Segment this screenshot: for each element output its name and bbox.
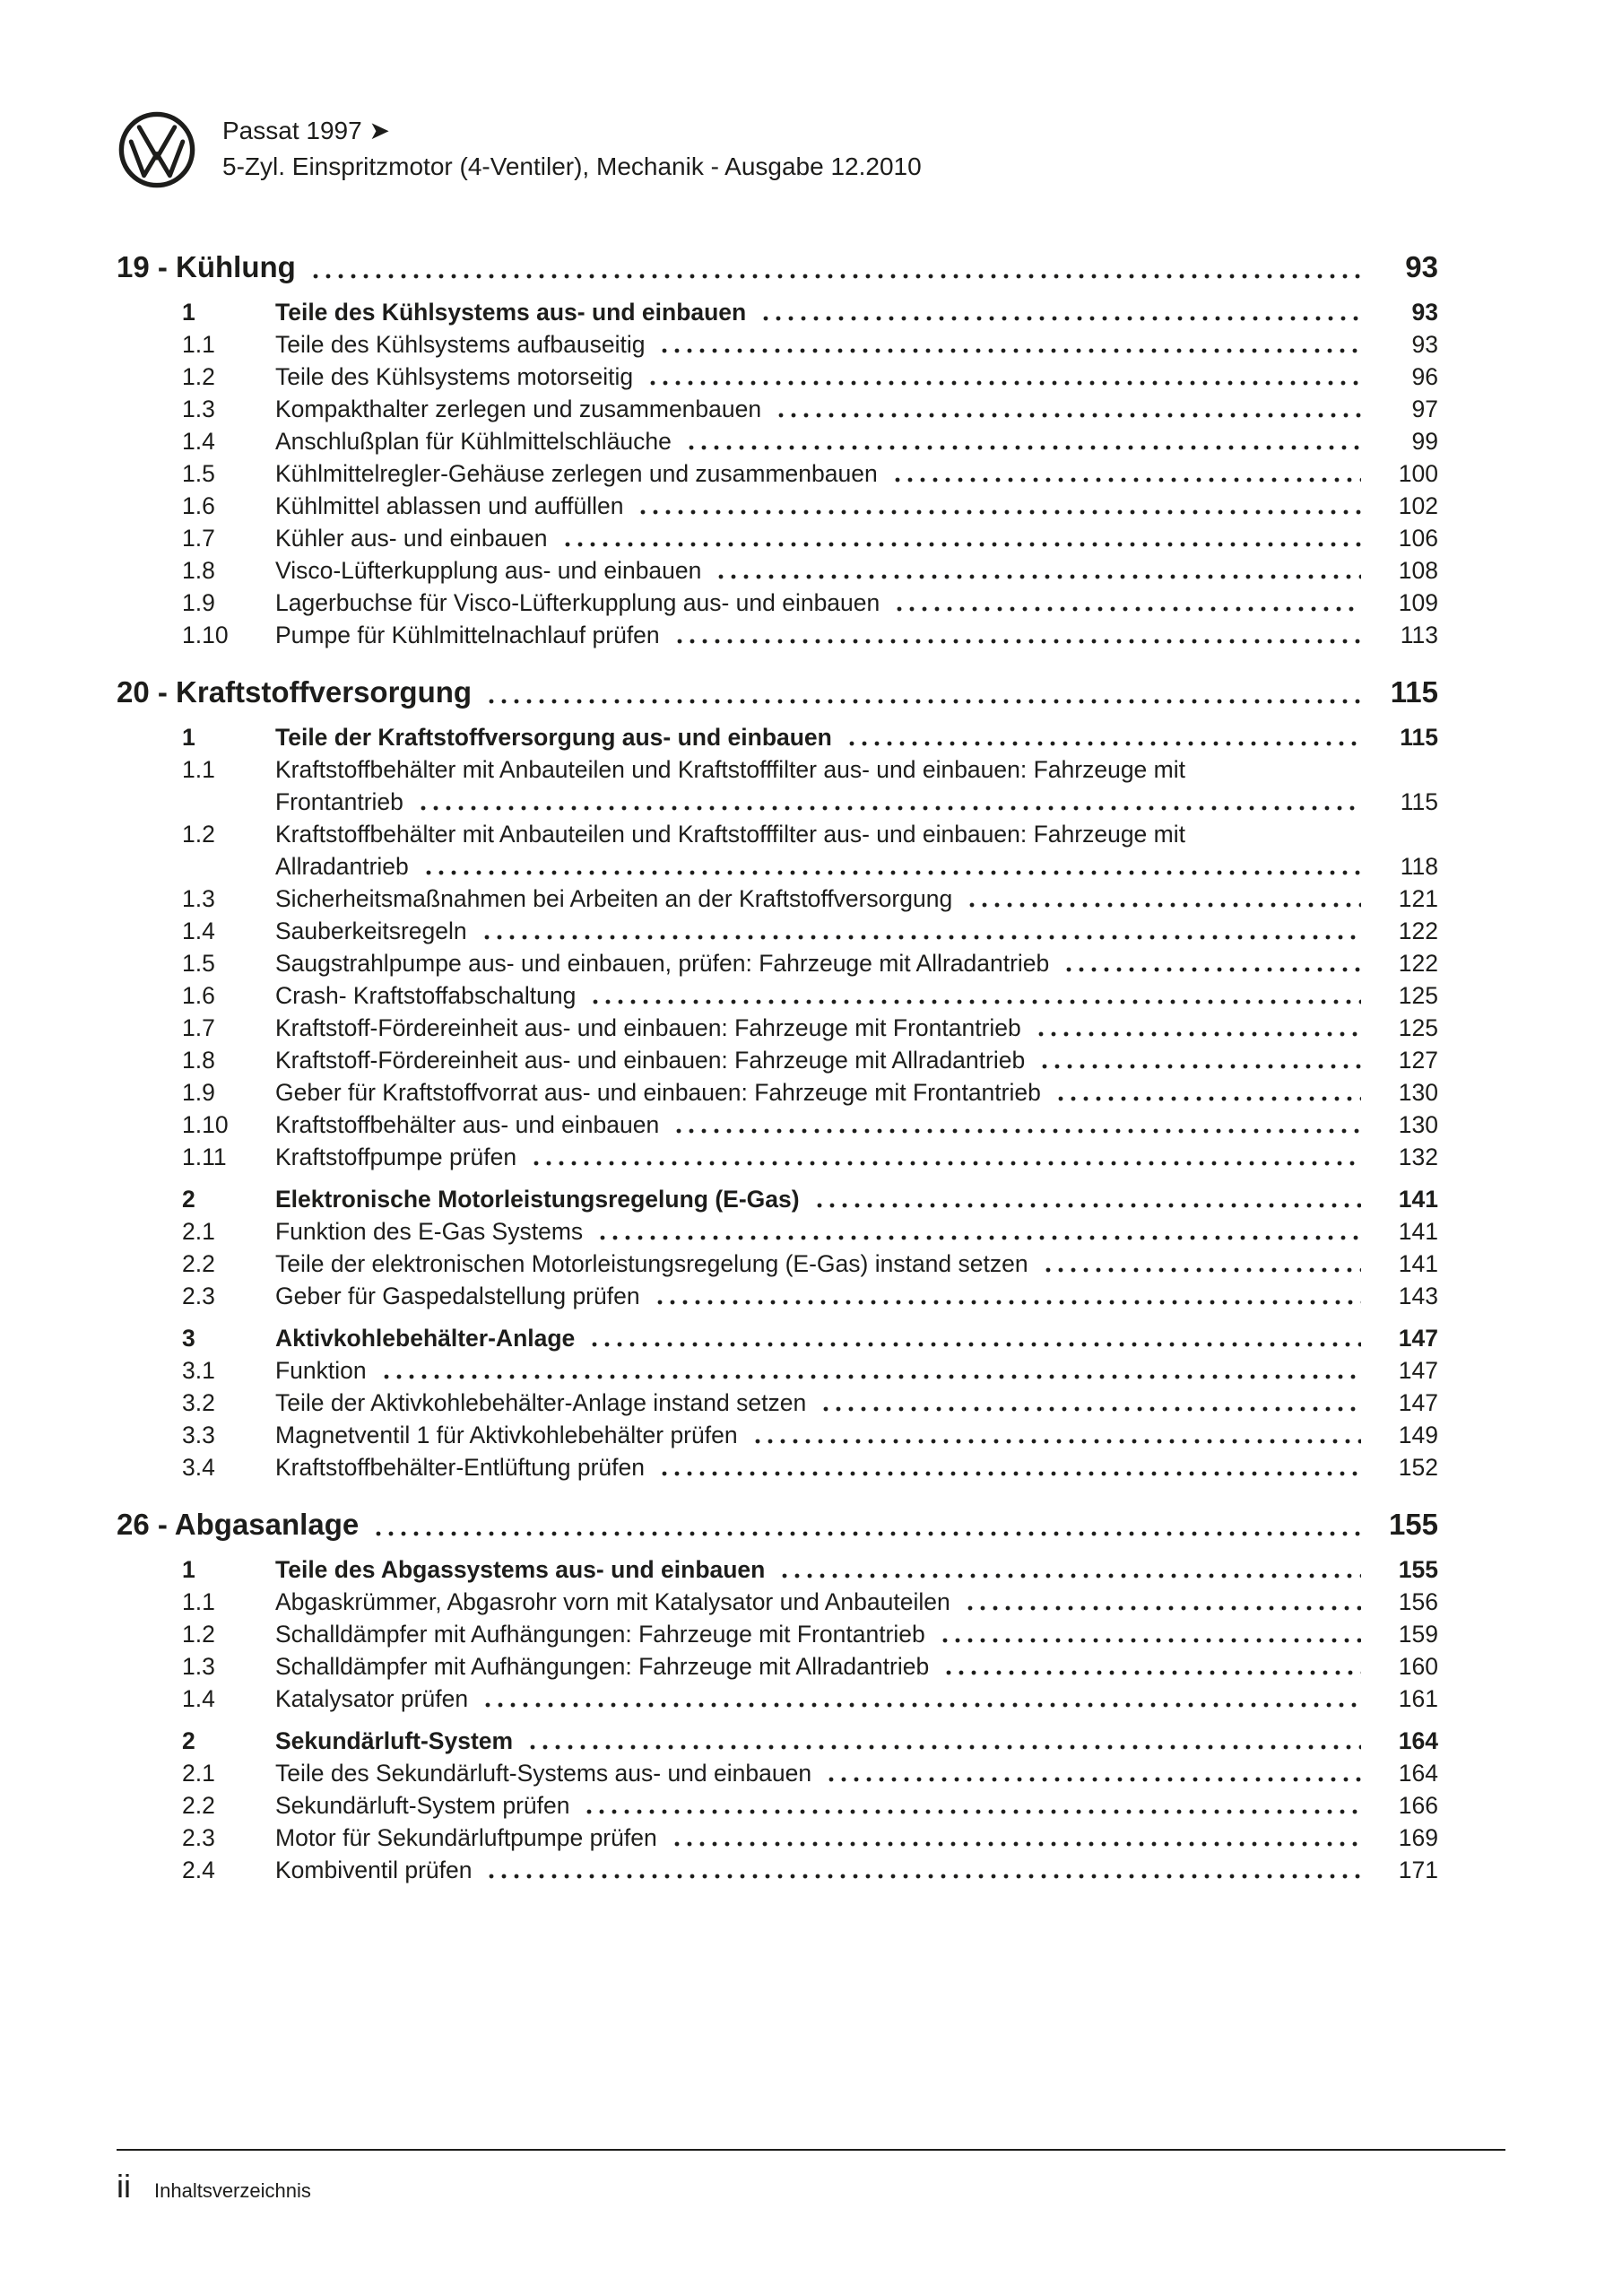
entry-title: Crash- Kraftstoffabschaltung — [275, 982, 577, 1009]
entry-number: 1.5 — [182, 950, 215, 977]
entry-title: Kraftstoff-Fördereinheit aus- und einbauen: Fahrzeuge mit Allradantrieb — [275, 1047, 1026, 1074]
toc-entry — [117, 1387, 1438, 1419]
dot-leader — [586, 1322, 1361, 1354]
entry-number: 1.3 — [182, 885, 215, 912]
entry-number: 1.7 — [182, 1014, 215, 1041]
toc-entry — [117, 947, 1438, 979]
entry-number: 1.4 — [182, 918, 215, 944]
entry-title: Aktivkohlebehälter-Anlage — [275, 1325, 576, 1352]
toc-entry — [117, 1215, 1438, 1248]
entry-page-number: 100 — [1398, 460, 1438, 487]
toc-entry — [117, 753, 1438, 818]
entry-number: 1.2 — [182, 1621, 215, 1648]
toc-entry — [117, 1076, 1438, 1109]
entry-number: 1.2 — [182, 363, 215, 390]
entry-page-number: 166 — [1398, 1792, 1438, 1819]
toc-entry — [117, 1451, 1438, 1483]
entry-page-number: 93 — [1411, 331, 1438, 358]
toc-entry — [117, 1618, 1438, 1650]
toc-entry — [117, 296, 1438, 328]
dot-leader — [483, 1854, 1361, 1886]
entry-title: Sekundärluft-System prüfen — [275, 1792, 570, 1819]
dot-leader — [483, 673, 1361, 711]
entry-title: Magnetventil 1 für Aktivkohlebehälter prüfen — [275, 1422, 738, 1448]
section-title: 20 - Kraftstoffversorgung — [117, 675, 473, 709]
entry-number: 1 — [182, 1556, 195, 1583]
toc-entry — [117, 1183, 1438, 1215]
dot-leader — [844, 721, 1361, 753]
toc-entry-line-1 — [117, 818, 1438, 850]
dot-leader — [421, 850, 1361, 883]
toc-section — [117, 673, 1438, 1483]
dot-leader — [1040, 1248, 1361, 1280]
entry-number: 1.1 — [182, 331, 215, 358]
entry-title: Kombiventil prüfen — [275, 1857, 473, 1883]
toc-entry — [117, 1044, 1438, 1076]
entry-page-number: 130 — [1398, 1079, 1438, 1106]
entry-page-number: 147 — [1398, 1357, 1438, 1384]
dot-leader — [773, 393, 1361, 425]
toc-entry — [117, 619, 1438, 651]
entry-title: Abgaskrümmer, Abgasrohr vorn mit Katalysator und Anbauteilen — [275, 1588, 950, 1615]
toc-entry-line-2 — [117, 786, 1438, 818]
toc-entry-line-2 — [117, 850, 1438, 883]
dot-leader — [758, 296, 1361, 328]
footer-page-number: ii — [117, 2168, 131, 2205]
dot-leader — [528, 1141, 1361, 1173]
toc-entry — [117, 1725, 1438, 1757]
entry-page-number: 97 — [1411, 396, 1438, 422]
entry-title: Sekundärluft-System — [275, 1727, 514, 1754]
entry-page-number: 115 — [1400, 788, 1438, 815]
entry-title: Funktion — [275, 1357, 367, 1384]
toc-entry — [117, 1586, 1438, 1618]
vw-logo-icon — [117, 109, 197, 190]
entry-page-number: 141 — [1398, 1250, 1438, 1277]
dot-leader — [370, 1505, 1361, 1544]
dot-leader — [891, 587, 1361, 619]
entry-page-number: 130 — [1398, 1111, 1438, 1138]
entry-title: Anschlußplan für Kühlmittelschläuche — [275, 428, 672, 455]
entry-page-number: 93 — [1411, 299, 1438, 326]
entry-title: Kühlmittel ablassen und auffüllen — [275, 492, 624, 519]
dot-leader — [750, 1419, 1361, 1451]
entry-title-continued: Allradantrieb — [275, 853, 409, 880]
entry-title: Geber für Gaspedalstellung prüfen — [275, 1283, 640, 1309]
dot-leader — [479, 915, 1361, 947]
entry-number: 1.4 — [182, 428, 215, 455]
toc-entry — [117, 1650, 1438, 1683]
entry-title: Teile des Kühlsystems aus- und einbauen — [275, 299, 747, 326]
toc-entry — [117, 1109, 1438, 1141]
entry-number: 2.1 — [182, 1218, 215, 1245]
entry-number: 3.2 — [182, 1389, 215, 1416]
entry-page-number: 96 — [1411, 363, 1438, 390]
entry-number: 1.7 — [182, 525, 215, 552]
toc-entry — [117, 361, 1438, 393]
entry-number: 1.4 — [182, 1685, 215, 1712]
subtitle-line: 5-Zyl. Einspritzmotor (4-Ventiler), Mechanik - Ausgabe 12.2010 — [222, 152, 922, 180]
entry-page-number: 155 — [1398, 1556, 1438, 1583]
entry-title: Katalysator prüfen — [275, 1685, 469, 1712]
entry-page-number: 132 — [1398, 1144, 1438, 1170]
dot-leader — [823, 1757, 1361, 1789]
page-footer — [117, 2149, 1505, 2205]
entry-page-number: 143 — [1398, 1283, 1438, 1309]
entry-number: 3.1 — [182, 1357, 215, 1384]
entry-page-number: 108 — [1398, 557, 1438, 584]
entry-number: 1.5 — [182, 460, 215, 487]
entry-number: 1.11 — [182, 1144, 227, 1170]
entry-page-number: 160 — [1398, 1653, 1438, 1680]
dot-leader — [308, 248, 1361, 286]
entry-title: Teile der Aktivkohlebehälter-Anlage instand setzen — [275, 1389, 807, 1416]
section-page-number: 93 — [1405, 250, 1438, 283]
entry-page-number: 102 — [1398, 492, 1438, 519]
entry-page-number: 156 — [1398, 1588, 1438, 1615]
entry-title: Elektronische Motorleistungsregelung (E-Gas) — [275, 1186, 800, 1213]
toc-entry — [117, 522, 1438, 554]
toc-entry — [117, 1822, 1438, 1854]
entry-number: 1.1 — [182, 756, 215, 783]
entry-number: 1.9 — [182, 589, 215, 616]
dot-leader — [652, 1280, 1361, 1312]
dot-leader — [594, 1215, 1361, 1248]
entry-number: 1.6 — [182, 982, 215, 1009]
dot-leader — [525, 1725, 1361, 1757]
dot-leader — [480, 1683, 1361, 1715]
footer-label: Inhaltsverzeichnis — [154, 2179, 311, 2202]
entry-number: 3 — [182, 1325, 195, 1352]
dot-leader — [656, 1451, 1361, 1483]
toc-entry — [117, 1012, 1438, 1044]
entry-number: 1 — [182, 299, 195, 326]
toc-entry — [117, 818, 1438, 883]
entry-title: Saugstrahlpumpe aus- und einbauen, prüfen: Fahrzeuge mit Allradantrieb — [275, 950, 1050, 977]
toc-entry — [117, 1419, 1438, 1451]
entry-title: Teile der Kraftstoffversorgung aus- und einbauen — [275, 724, 832, 751]
entry-title: Visco-Lüfterkupplung aus- und einbauen — [275, 557, 702, 584]
entry-title: Pumpe für Kühlmittelnachlauf prüfen — [275, 622, 660, 648]
entry-number: 1.8 — [182, 1047, 215, 1074]
page-header — [117, 109, 922, 190]
entry-number: 3.4 — [182, 1454, 215, 1481]
toc-entry-line-1 — [117, 753, 1438, 786]
entry-title: Kraftstoffpumpe prüfen — [275, 1144, 517, 1170]
entry-page-number: 152 — [1398, 1454, 1438, 1481]
entry-number: 2.3 — [182, 1824, 215, 1851]
header-text — [222, 109, 922, 185]
toc-entry — [117, 883, 1438, 915]
dot-leader — [964, 883, 1361, 915]
entry-number: 2.4 — [182, 1857, 215, 1883]
toc-entry — [117, 457, 1438, 490]
section-page-number: 115 — [1390, 675, 1438, 709]
toc-entry — [117, 425, 1438, 457]
entry-title: Sicherheitsmaßnahmen bei Arbeiten an der Kraftstoffversorgung — [275, 885, 953, 912]
entry-number: 1.10 — [182, 622, 229, 648]
dot-leader — [1033, 1012, 1361, 1044]
dot-leader — [378, 1354, 1361, 1387]
entry-page-number: 171 — [1398, 1857, 1438, 1883]
entry-number: 1 — [182, 724, 195, 751]
entry-page-number: 122 — [1398, 918, 1438, 944]
entry-page-number: 115 — [1400, 724, 1438, 751]
toc-entry — [117, 1553, 1438, 1586]
dot-leader — [776, 1553, 1361, 1586]
entry-title: Kühlmittelregler-Gehäuse zerlegen und zusammenbauen — [275, 460, 878, 487]
entry-page-number: 149 — [1398, 1422, 1438, 1448]
entry-title: Kraftstoffbehälter-Entlüftung prüfen — [275, 1454, 645, 1481]
model-line: Passat 1997 ➤ — [222, 117, 390, 144]
entry-title: Sauberkeitsregeln — [275, 918, 467, 944]
entry-title: Teile der elektronischen Motorleistungsregelung (E-Gas) instand setzen — [275, 1250, 1028, 1277]
entry-title: Kraftstoff-Fördereinheit aus- und einbauen: Fahrzeuge mit Frontantrieb — [275, 1014, 1021, 1041]
toc-entry — [117, 1683, 1438, 1715]
entry-title: Kraftstoffbehälter mit Anbauteilen und Kraftstofffilter aus- und einbauen: Fahrzeuge mit — [275, 756, 1185, 783]
entry-page-number: 141 — [1398, 1218, 1438, 1245]
entry-page-number: 147 — [1398, 1325, 1438, 1352]
entry-page-number: 164 — [1398, 1727, 1438, 1754]
entry-page-number: 125 — [1398, 982, 1438, 1009]
toc-entry — [117, 1789, 1438, 1822]
dot-leader — [889, 457, 1361, 490]
toc-entry — [117, 328, 1438, 361]
dot-leader — [713, 554, 1361, 587]
toc-entry — [117, 1322, 1438, 1354]
dot-leader — [818, 1387, 1361, 1419]
entry-title: Kraftstoffbehälter mit Anbauteilen und Kraftstofffilter aus- und einbauen: Fahrzeuge mit — [275, 821, 1185, 848]
entry-number: 1.8 — [182, 557, 215, 584]
toc-section-header — [117, 1505, 1438, 1544]
entry-number: 2 — [182, 1186, 195, 1213]
toc-section — [117, 248, 1438, 651]
toc-entry — [117, 393, 1438, 425]
entry-page-number: 121 — [1398, 885, 1438, 912]
toc-entry — [117, 1757, 1438, 1789]
entry-title: Lagerbuchse für Visco-Lüfterkupplung aus- und einbauen — [275, 589, 880, 616]
toc-entry — [117, 587, 1438, 619]
dot-leader — [635, 490, 1361, 522]
entry-page-number: 99 — [1411, 428, 1438, 455]
toc-entry — [117, 490, 1438, 522]
entry-title: Kraftstoffbehälter aus- und einbauen — [275, 1111, 660, 1138]
toc-section — [117, 1505, 1438, 1886]
entry-page-number: 125 — [1398, 1014, 1438, 1041]
entry-number: 2.2 — [182, 1792, 215, 1819]
entry-title: Geber für Kraftstoffvorrat aus- und einbauen: Fahrzeuge mit Frontantrieb — [275, 1079, 1041, 1106]
dot-leader — [672, 619, 1361, 651]
entry-number: 1.10 — [182, 1111, 229, 1138]
entry-title: Teile des Kühlsystems motorseitig — [275, 363, 634, 390]
entry-title: Kühler aus- und einbauen — [275, 525, 548, 552]
dot-leader — [587, 979, 1361, 1012]
dot-leader — [415, 786, 1361, 818]
dot-leader — [937, 1618, 1361, 1650]
toc-entry — [117, 721, 1438, 753]
dot-leader — [645, 361, 1361, 393]
entry-title: Motor für Sekundärluftpumpe prüfen — [275, 1824, 657, 1851]
toc-entry — [117, 979, 1438, 1012]
entry-page-number: 141 — [1398, 1186, 1438, 1213]
dot-leader — [811, 1183, 1361, 1215]
entry-title: Teile des Abgassystems aus- und einbauen — [275, 1556, 766, 1583]
entry-page-number: 113 — [1400, 622, 1438, 648]
dot-leader — [559, 522, 1361, 554]
toc-section-header — [117, 673, 1438, 711]
dot-leader — [1037, 1044, 1361, 1076]
toc-entry — [117, 915, 1438, 947]
dot-leader — [669, 1822, 1361, 1854]
entry-number: 1.3 — [182, 396, 215, 422]
entry-page-number: 106 — [1398, 525, 1438, 552]
entry-title: Funktion des E-Gas Systems — [275, 1218, 584, 1245]
dot-leader — [656, 328, 1361, 361]
dot-leader — [1053, 1076, 1361, 1109]
entry-page-number: 161 — [1398, 1685, 1438, 1712]
toc-entry — [117, 554, 1438, 587]
entry-page-number: 147 — [1398, 1389, 1438, 1416]
toc-section-header — [117, 248, 1438, 286]
entry-page-number: 164 — [1398, 1760, 1438, 1787]
entry-number: 1.1 — [182, 1588, 215, 1615]
dot-leader — [683, 425, 1361, 457]
entry-page-number: 127 — [1398, 1047, 1438, 1074]
toc-entry — [117, 1141, 1438, 1173]
toc-entry — [117, 1854, 1438, 1886]
entry-number: 2.3 — [182, 1283, 215, 1309]
entry-page-number: 118 — [1400, 853, 1438, 880]
entry-title: Teile des Sekundärluft-Systems aus- und einbauen — [275, 1760, 812, 1787]
entry-title-continued: Frontantrieb — [275, 788, 403, 815]
entry-page-number: 159 — [1398, 1621, 1438, 1648]
toc — [117, 248, 1438, 1886]
dot-leader — [581, 1789, 1361, 1822]
entry-number: 1.3 — [182, 1653, 215, 1680]
entry-page-number: 109 — [1398, 589, 1438, 616]
dot-leader — [941, 1650, 1361, 1683]
toc-entry — [117, 1354, 1438, 1387]
section-title: 26 - Abgasanlage — [117, 1508, 360, 1541]
entry-title: Kompakthalter zerlegen und zusammenbauen — [275, 396, 762, 422]
entry-number: 3.3 — [182, 1422, 215, 1448]
entry-number: 2.2 — [182, 1250, 215, 1277]
section-title: 19 - Kühlung — [117, 250, 296, 283]
dot-leader — [962, 1586, 1361, 1618]
entry-number: 2.1 — [182, 1760, 215, 1787]
entry-title: Schalldämpfer mit Aufhängungen: Fahrzeuge mit Frontantrieb — [275, 1621, 925, 1648]
section-page-number: 155 — [1388, 1508, 1438, 1541]
toc-entry — [117, 1248, 1438, 1280]
entry-title: Teile des Kühlsystems aufbauseitig — [275, 331, 646, 358]
dot-leader — [1061, 947, 1361, 979]
entry-title: Schalldämpfer mit Aufhängungen: Fahrzeuge mit Allradantrieb — [275, 1653, 930, 1680]
entry-number: 1.9 — [182, 1079, 215, 1106]
entry-page-number: 122 — [1398, 950, 1438, 977]
entry-number: 1.6 — [182, 492, 215, 519]
entry-page-number: 169 — [1398, 1824, 1438, 1851]
entry-number: 2 — [182, 1727, 195, 1754]
dot-leader — [671, 1109, 1361, 1141]
toc-entry — [117, 1280, 1438, 1312]
entry-number: 1.2 — [182, 821, 215, 848]
